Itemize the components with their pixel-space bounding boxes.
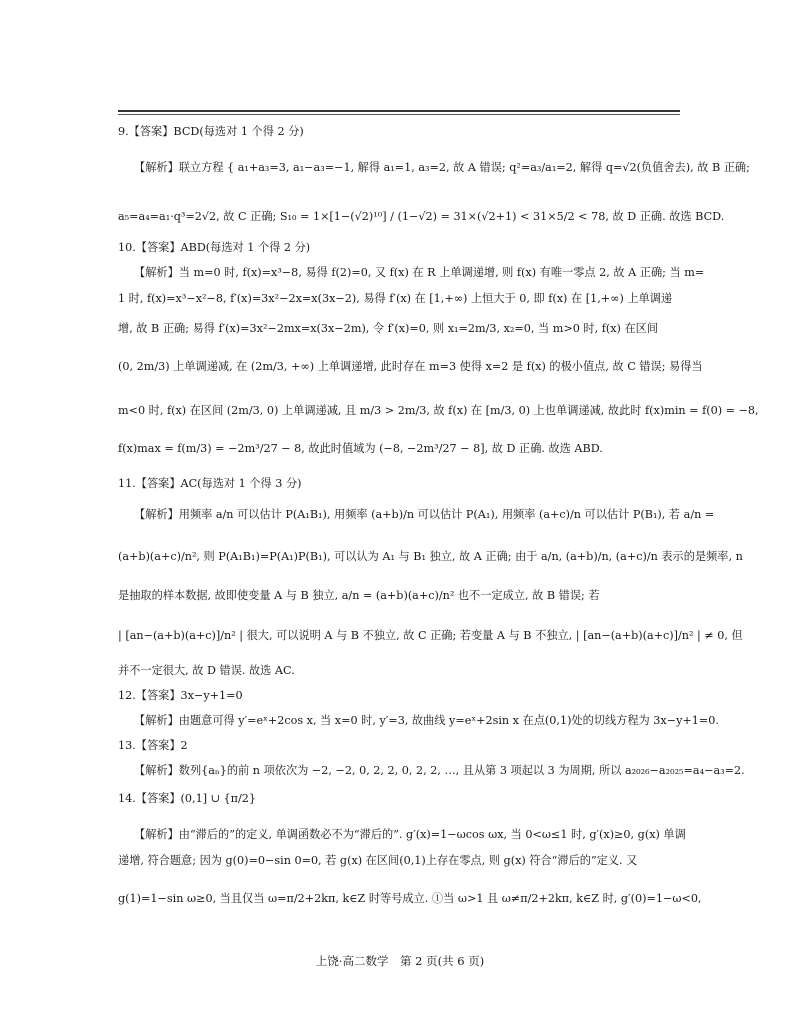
q11-solution-line-1: 【解析】用频率 a/n 可以估计 P(A₁B₁), 用频率 (a+b)/n 可以估计 P(A₁), 用频率 (a+c)/n 可以估计 P(B₁), 若 a/n = — [134, 508, 715, 521]
q14-answer: 14.【答案】(0,1] ∪ {π/2} — [118, 792, 257, 805]
header-rule-top — [118, 110, 680, 112]
q10-solution-line-1: 【解析】当 m=0 时, f(x)=x³−8, 易得 f(2)=0, 又 f(x) 在 R 上单调递增, 则 f(x) 有唯一零点 2, 故 A 正确; 当 m= — [134, 266, 705, 279]
q14-solution-line-2: 递增, 符合题意; 因为 g(0)=0−sin 0=0, 若 g(x) 在区间(0,1)上存在零点, 则 g(x) 符合“滞后的”定义. 又 — [118, 854, 638, 867]
q11-solution-line-2: (a+b)(a+c)/n², 则 P(A₁B₁)=P(A₁)P(B₁), 可以认为 A₁ 与 B₁ 独立, 故 A 正确; 由于 a/n, (a+b)/n, (a+c)/n 表示的是频率, n — [118, 550, 743, 563]
q13-solution: 【解析】数列{aₙ}的前 n 项依次为 −2, −2, 0, 2, 2, 0, 2, 2, …, 且从第 3 项起以 3 为周期, 所以 a₂₀₂₆−a₂₀₂₅=a₄−a₃=2. — [134, 764, 745, 777]
q10-solution-line-4: (0, 2m/3) 上单调递减, 在 (2m/3, +∞) 上单调递增, 此时存在 m=3 使得 x=2 是 f(x) 的极小值点, 故 C 错误; 易得当 — [118, 360, 703, 373]
q14-solution-line-3: g(1)=1−sin ω≥0, 当且仅当 ω=π/2+2kπ, k∈Z 时等号成立. ①当 ω>1 且 ω≠π/2+2kπ, k∈Z 时, g′(0)=1−ω<0, — [118, 892, 702, 905]
q10-solution-line-3: 增, 故 B 正确; 易得 f′(x)=3x²−2mx=x(3x−2m), 令 f′(x)=0, 则 x₁=2m/3, x₂=0, 当 m>0 时, f(x) 在区间 — [118, 322, 659, 335]
q9-solution-line-2: a₅=a₄=a₁·q³=2√2, 故 C 正确; S₁₀ = 1×[1−(√2)¹⁰] / (1−√2) = 31×(√2+1) < 31×5/2 < 78, 故 D 正确. 故选 BCD. — [118, 210, 725, 223]
q12-answer: 12.【答案】3x−y+1=0 — [118, 689, 243, 702]
q10-solution-line-5: m<0 时, f(x) 在区间 (2m/3, 0) 上单调递减, 且 m/3 > 2m/3, 故 f(x) 在 [m/3, 0) 上也单调递减, 故此时 f(x)min = f(0) = −8, — [118, 404, 759, 417]
q11-answer: 11.【答案】AC(每选对 1 个得 3 分) — [118, 477, 302, 490]
q10-solution-line-2: 1 时, f(x)=x³−x²−8, f′(x)=3x²−2x=x(3x−2), 易得 f′(x) 在 [1,+∞) 上恒大于 0, 即 f(x) 在 [1,+∞) 上单调递 — [118, 292, 673, 305]
q9-answer: 9.【答案】BCD(每选对 1 个得 2 分) — [118, 125, 304, 138]
header-rule-bottom — [118, 114, 680, 115]
page-footer: 上饶·高二数学 第 2 页(共 6 页) — [315, 954, 485, 968]
q11-solution-line-3: 是抽取的样本数据, 故即使变量 A 与 B 独立, a/n = (a+b)(a+c)/n² 也不一定成立, 故 B 错误; 若 — [118, 589, 600, 602]
q12-solution: 【解析】由题意可得 y′=eˣ+2cos x, 当 x=0 时, y′=3, 故曲线 y=eˣ+2sin x 在点(0,1)处的切线方程为 3x−y+1=0. — [134, 714, 719, 727]
q10-answer: 10.【答案】ABD(每选对 1 个得 2 分) — [118, 241, 311, 254]
q11-solution-line-5: 并不一定很大, 故 D 错误. 故选 AC. — [118, 664, 295, 677]
q10-solution-line-6: f(x)max = f(m/3) = −2m³/27 − 8, 故此时值域为 (−8, −2m³/27 − 8], 故 D 正确. 故选 ABD. — [118, 442, 603, 455]
q14-solution-line-1: 【解析】由“滞后的”的定义, 单调函数必不为“滞后的”. g′(x)=1−ωcos ωx, 当 0<ω≤1 时, g′(x)≥0, g(x) 单调 — [134, 828, 686, 841]
q9-solution-line-1: 【解析】联立方程 { a₁+a₃=3, a₁−a₃=−1, 解得 a₁=1, a₃=2, 故 A 错误; q²=a₃/a₁=2, 解得 q=√2(负值舍去), 故 B 正确; — [134, 161, 750, 174]
q11-solution-line-4: | [an−(a+b)(a+c)]/n² | 很大, 可以说明 A 与 B 不独立, 故 C 正确; 若变量 A 与 B 不独立, | [an−(a+b)(a+c)]/n² | ≠ 0, 但 — [118, 629, 743, 642]
q13-answer: 13.【答案】2 — [118, 739, 188, 752]
